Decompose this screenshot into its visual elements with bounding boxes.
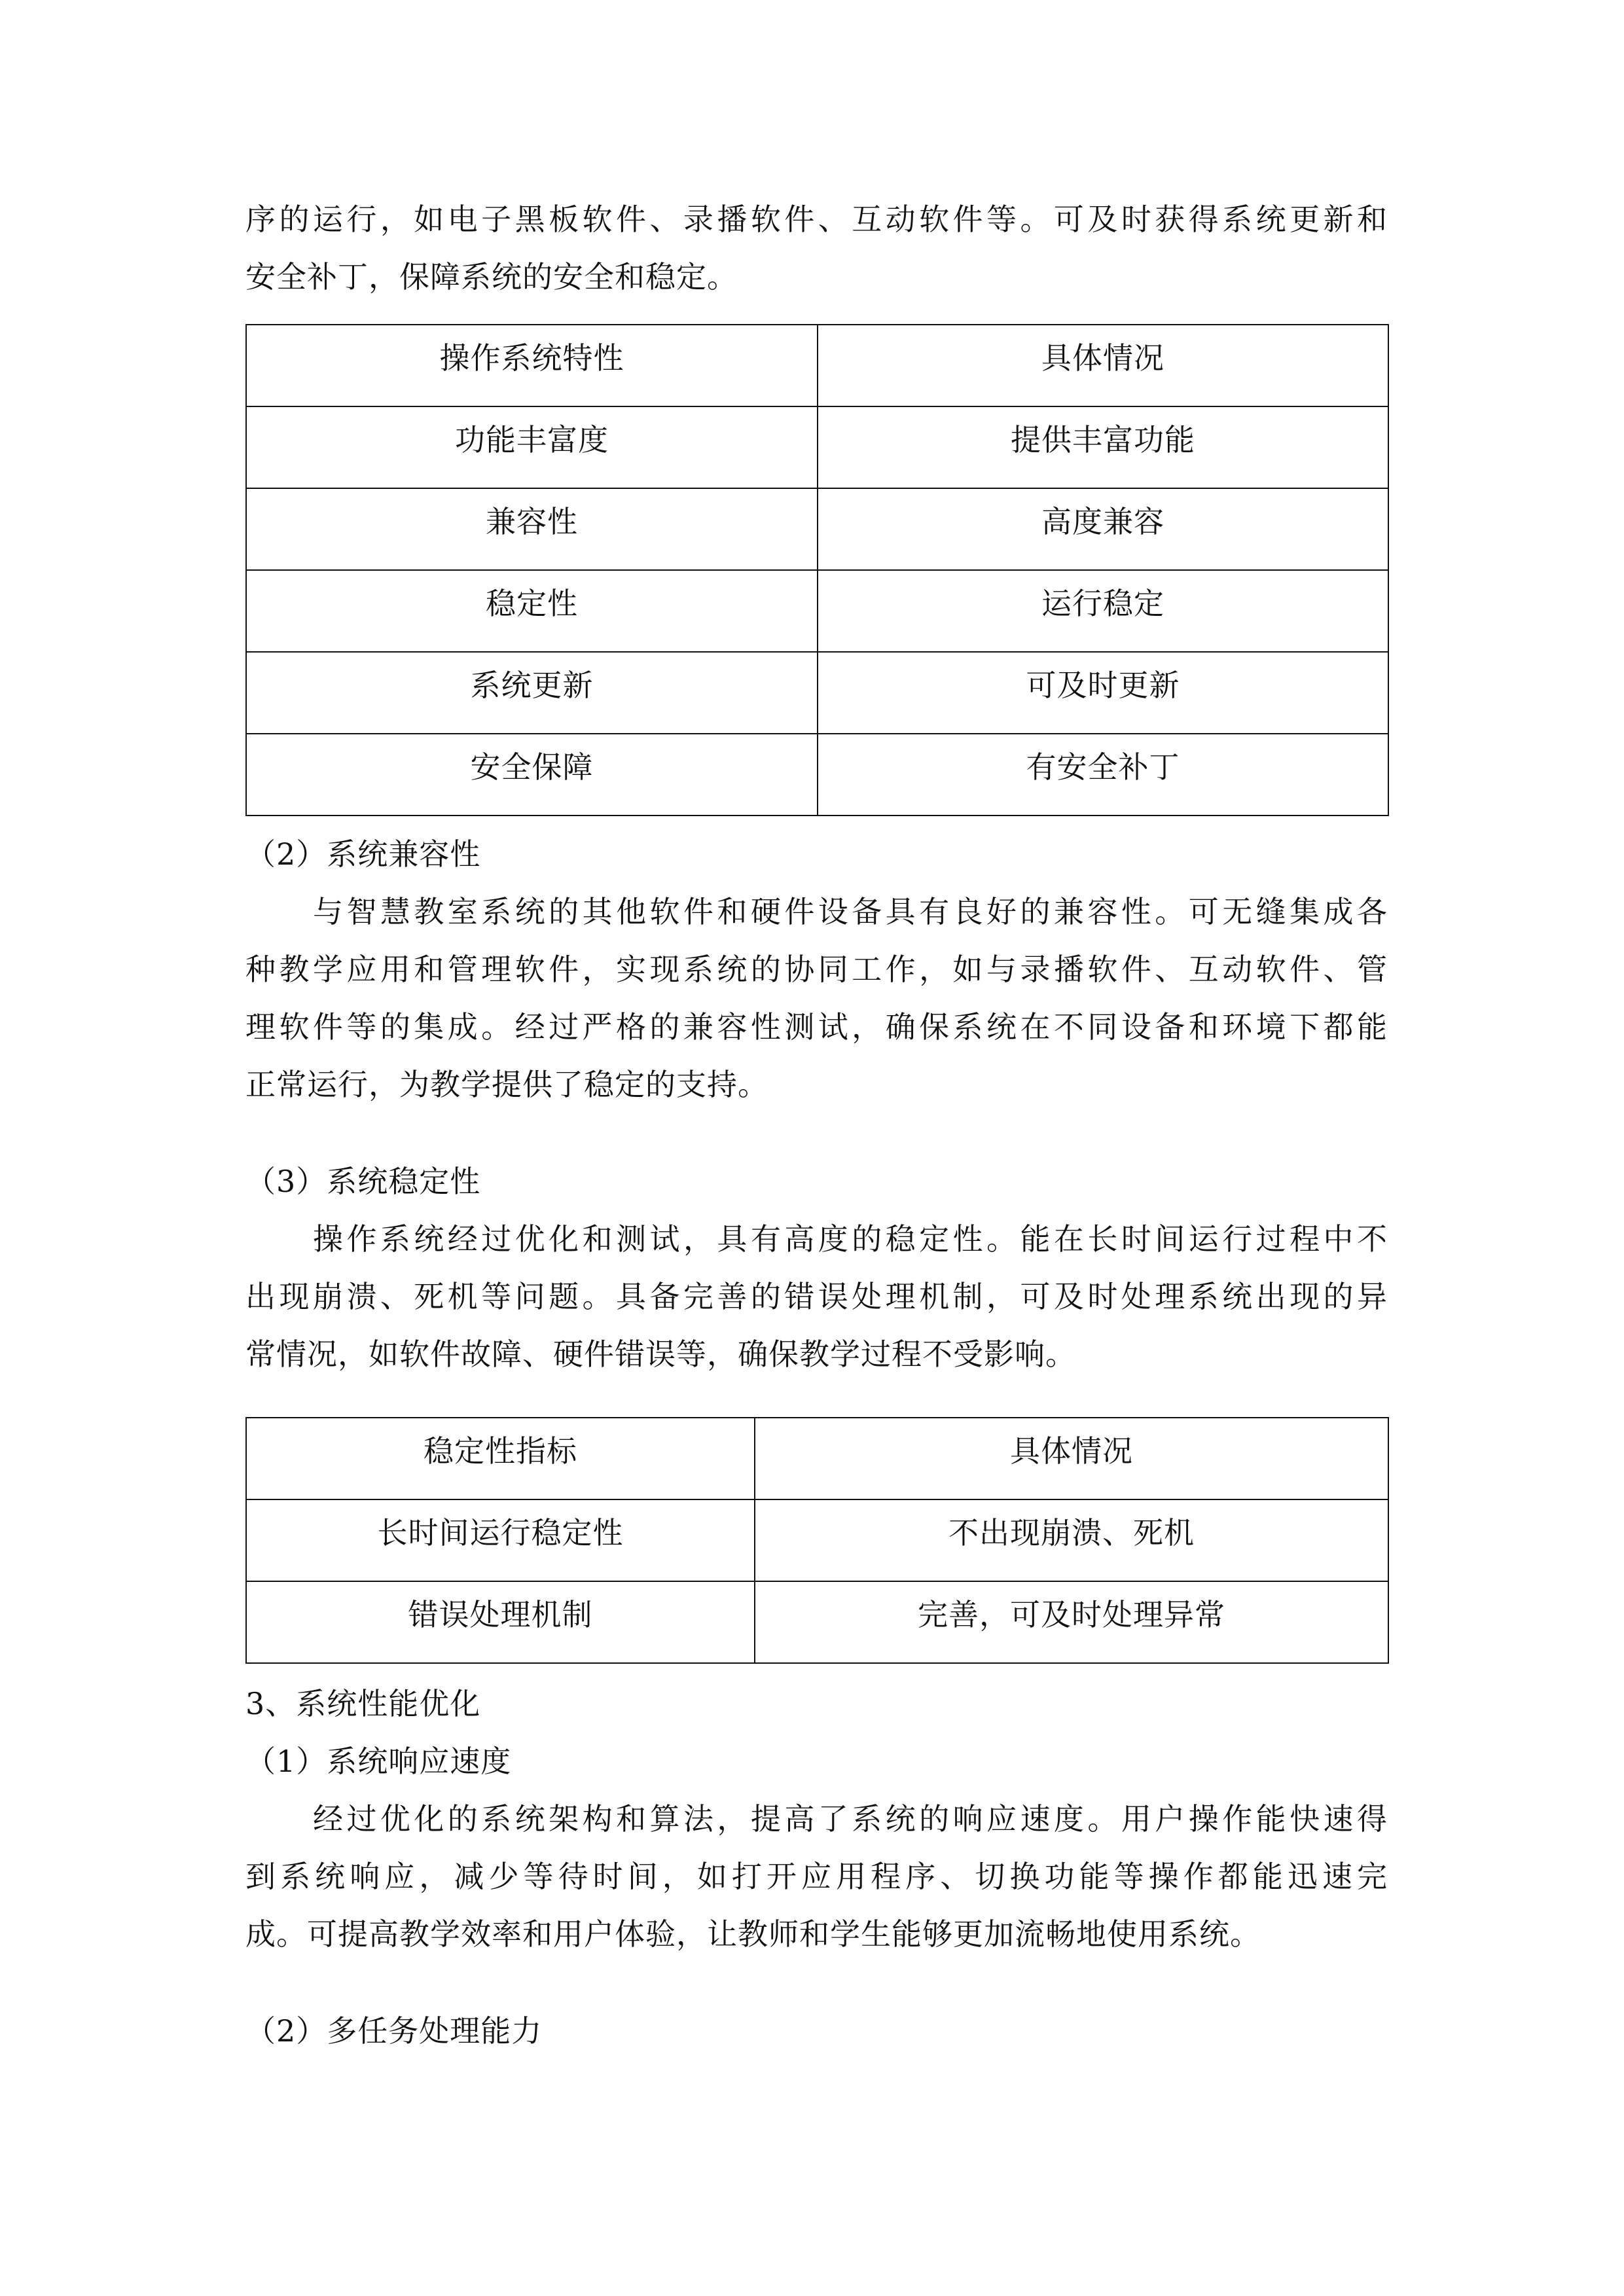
paragraph-line: 成。可提高教学效率和用户体验，让教师和学生能够更加流畅地使用系统。 (245, 1916, 1261, 1952)
table-row (246, 1581, 1388, 1663)
table-cell: 提供丰富功能 (818, 406, 1388, 488)
table-header-cell: 稳定性指标 (246, 1418, 755, 1499)
paragraph-line: 正常运行，为教学提供了稳定的支持。 (245, 1067, 768, 1102)
paragraph-line: 操作系统经过优化和测试，具有高度的稳定性。能在长时间运行过程中不 (313, 1221, 1388, 1257)
table-cell: 系统更新 (246, 652, 818, 734)
paragraph-line: 出现崩溃、死机等问题。具备完善的错误处理机制，可及时处理系统出现的异 (245, 1279, 1388, 1314)
table-header-cell: 具体情况 (818, 325, 1388, 406)
table-cell: 运行稳定 (818, 570, 1388, 652)
table-cell: 有安全补丁 (818, 734, 1388, 816)
table-row (246, 488, 1388, 570)
os-features-table (245, 324, 1389, 816)
intro-line-1: 序的运行，如电子黑板软件、录播软件、互动软件等。可及时获得系统更新和 (245, 202, 1388, 237)
stability-table (245, 1417, 1389, 1664)
paragraph-line: 种教学应用和管理软件，实现系统的协同工作，如与录播软件、互动软件、管 (245, 952, 1388, 987)
subsection-heading-response: （1）系统响应速度 (245, 1744, 512, 1779)
table-header-cell: 具体情况 (755, 1418, 1388, 1499)
subsection-heading-multitask: （2）多任务处理能力 (245, 2013, 543, 2049)
table-cell: 高度兼容 (818, 488, 1388, 570)
section-heading-stability: （3）系统稳定性 (245, 1164, 481, 1199)
table-cell: 长时间运行稳定性 (246, 1499, 755, 1581)
table-row (246, 652, 1388, 734)
table-row (246, 406, 1388, 488)
section-heading-compat: （2）系统兼容性 (245, 836, 481, 872)
table-row (246, 570, 1388, 652)
table-header-cell: 操作系统特性 (246, 325, 818, 406)
paragraph-line: 常情况，如软件故障、硬件错误等，确保教学过程不受影响。 (245, 1336, 1076, 1372)
table-cell: 错误处理机制 (246, 1581, 755, 1663)
intro-line-2: 安全补丁，保障系统的安全和稳定。 (245, 259, 738, 295)
table-cell: 可及时更新 (818, 652, 1388, 734)
table-cell: 不出现崩溃、死机 (755, 1499, 1388, 1581)
table-cell: 安全保障 (246, 734, 818, 816)
paragraph-line: 到系统响应，减少等待时间，如打开应用程序、切换功能等操作都能迅速完 (245, 1859, 1388, 1894)
paragraph-line: 与智慧教室系统的其他软件和硬件设备具有良好的兼容性。可无缝集成各 (313, 894, 1388, 929)
paragraph-line: 理软件等的集成。经过严格的兼容性测试，确保系统在不同设备和环境下都能 (245, 1009, 1388, 1045)
table-cell: 功能丰富度 (246, 406, 818, 488)
table-row (246, 734, 1388, 816)
paragraph-line: 经过优化的系统架构和算法，提高了系统的响应速度。用户操作能快速得 (313, 1801, 1388, 1837)
table-row (246, 1499, 1388, 1581)
table-cell: 兼容性 (246, 488, 818, 570)
table-header-row (246, 1418, 1388, 1499)
section-heading-perf: 3、系统性能优化 (245, 1686, 481, 1721)
table-header-row (246, 325, 1388, 406)
table-cell: 完善，可及时处理异常 (755, 1581, 1388, 1663)
table-cell: 稳定性 (246, 570, 818, 652)
